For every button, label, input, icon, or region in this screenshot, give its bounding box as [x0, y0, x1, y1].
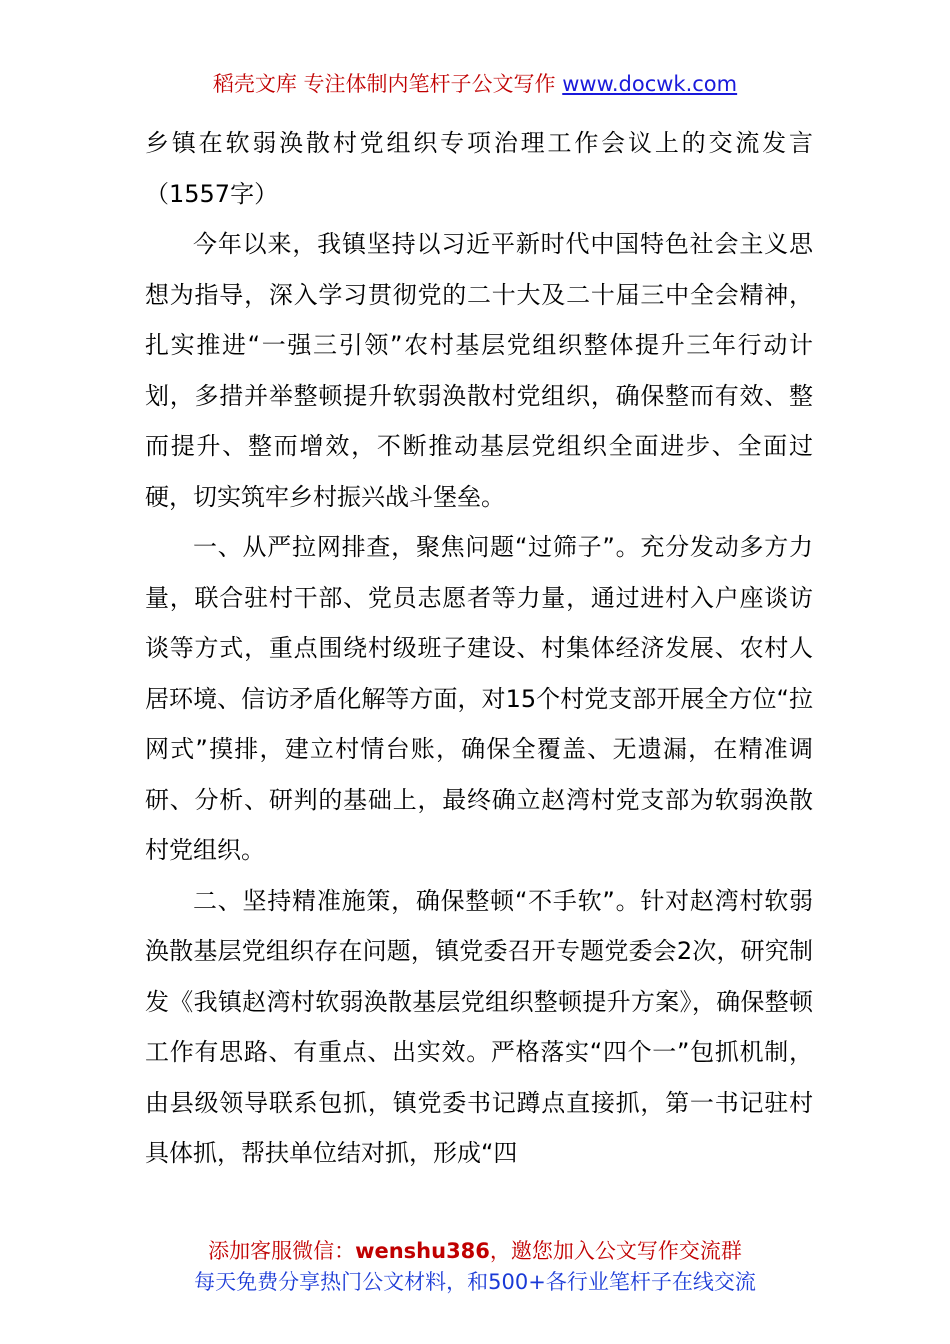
header-link[interactable]: www.docwk.com — [562, 72, 738, 96]
header-text: 稻壳文库 专注体制内笔杆子公文写作 — [212, 72, 556, 96]
footer-line-1 — [0, 1236, 950, 1267]
paragraph-intro: 今年以来，我镇坚持以习近平新时代中国特色社会主义思想为指导，深入学习贯彻党的二十大及二十届三中全会精神，扎实推进“一强三引领”农村基层党组织整体提升三年行动计划，多措并举整顿提升软弱涣散村党组织，确保整而有效、整而提升、整而增效，不断推动基层党组织全面进步、全面过硬，切实筑牢乡村振兴战斗堡垒。 — [145, 230, 813, 511]
footer-suffix: ，邀您加入公文写作交流群 — [489, 1239, 742, 1263]
paragraph-section-1: 一、从严拉网排查，聚焦问题“过筛子”。充分发动多方力量，联合驻村干部、党员志愿者等力量，通过进村入户座谈访谈等方式，重点围绕村级班子建设、村集体经济发展、农村人居环境、信访矛盾化解等方面，对15个村党支部开展全方位“拉网式”摸排，建立村情台账，确保全覆盖、无遗漏，在精准调研、分析、研判的基础上，最终确立赵湾村党支部为软弱涣散村党组织。 — [145, 533, 813, 864]
document-title: 乡镇在软弱涣散村党组织专项治理工作会议上的交流发言（1557字） — [145, 129, 813, 208]
footer-wechat-id: wenshu386 — [355, 1239, 490, 1263]
watermark-header — [0, 68, 950, 100]
paragraph-section-2: 二、坚持精准施策，确保整顿“不手软”。针对赵湾村软弱涣散基层党组织存在问题，镇党委召开专题党委会2次，研究制发《我镇赵湾村软弱涣散基层党组织整顿提升方案》，确保整顿工作有思路、有重点、出实效。严格落实“四个一”包抓机制，由县级领导联系包抓，镇党委书记蹲点直接抓，第一书记驻村具体抓，帮扶单位结对抓，形成“四 — [145, 886, 813, 1167]
footer-line-2: 每天免费分享热门公文材料，和500+各行业笔杆子在线交流 — [194, 1270, 756, 1294]
promo-footer — [0, 1236, 950, 1298]
document-body — [145, 118, 813, 1179]
footer-prefix: 添加客服微信： — [208, 1239, 356, 1263]
